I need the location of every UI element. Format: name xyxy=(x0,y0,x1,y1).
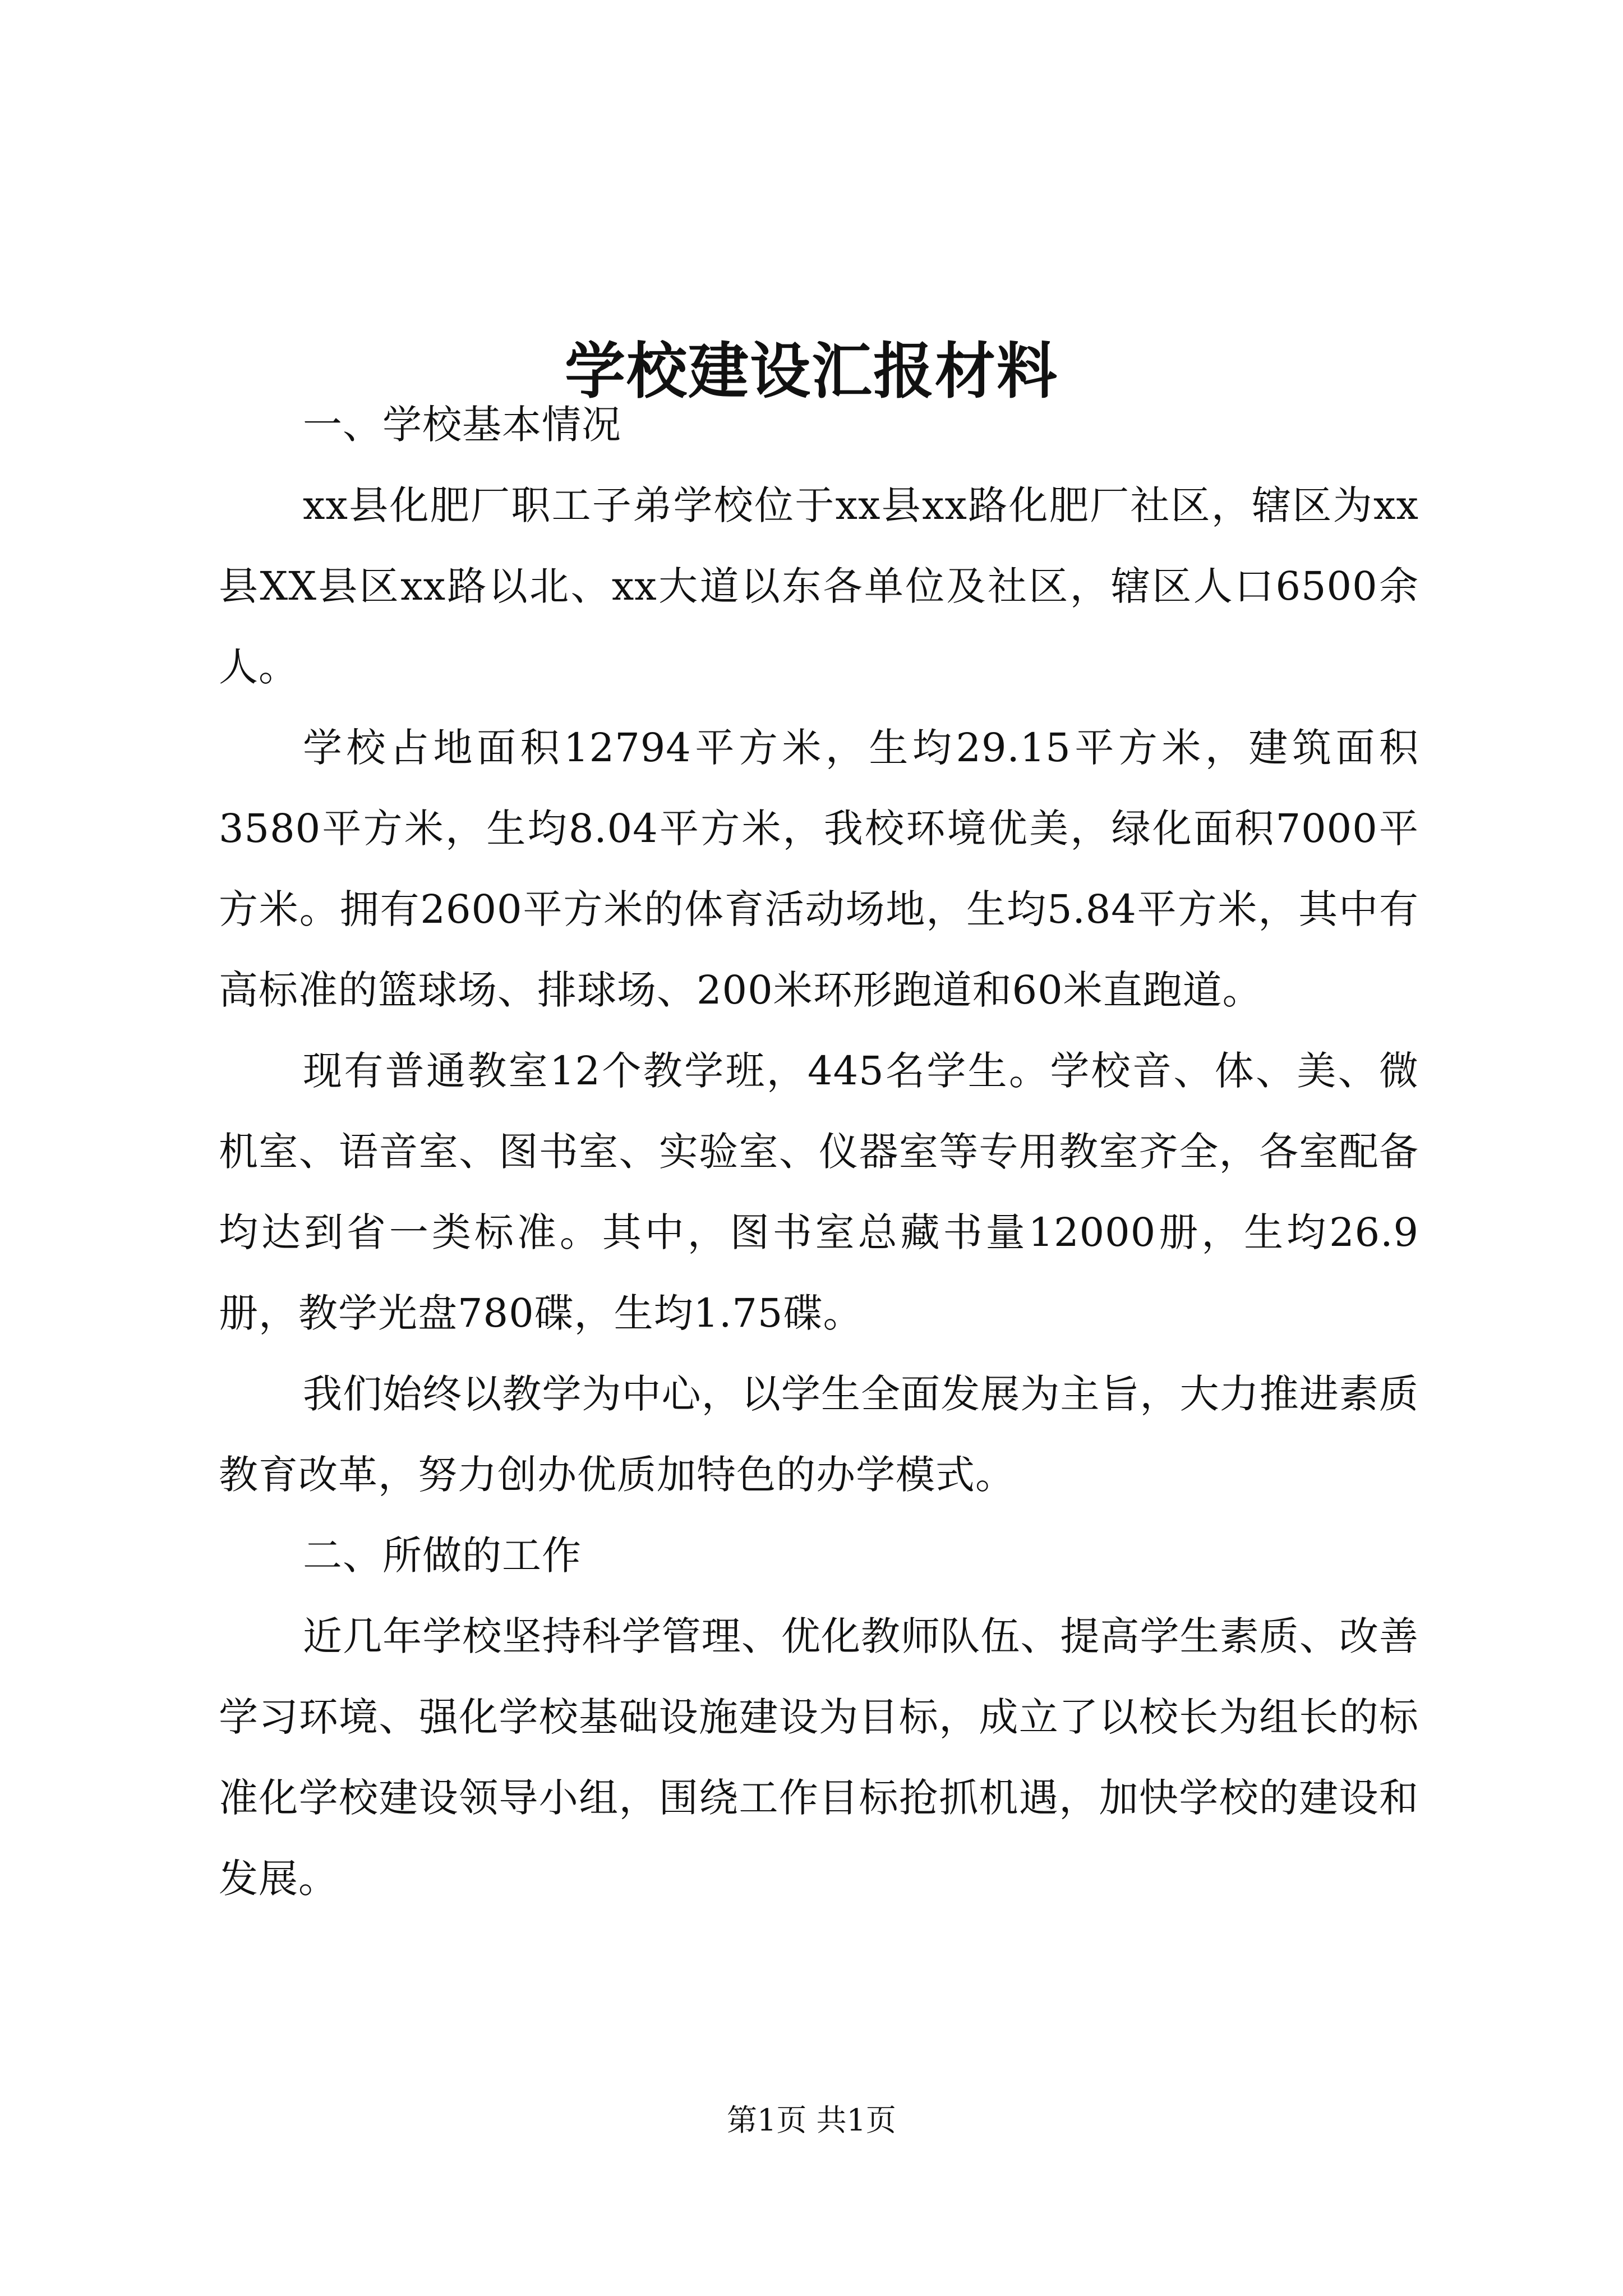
document-title: 学校建设汇报材料 xyxy=(564,336,1058,407)
section-heading-work: 二、所做的工作 xyxy=(303,1533,582,1579)
paragraph-area: 学校占地面积12794平方米，生均29.15平方米，建筑面积3580平方米，生均8.04平方米，我校环境优美，绿化面积7000平方米。拥有2600平方米的体育活动场地，生均5.84平方米，其中有高标准的篮球场、排球场、200米环形跑道和60米直跑道。 xyxy=(219,725,1419,1013)
paragraph-classrooms: 现有普通教室12个教学班，445名学生。学校音、体、美、微机室、语音室、图书室、实验室、仪器室等专用教室齐全，各室配备均达到省一类标准。其中，图书室总藏书量12000册，生均26.9册，教学光盘780碟，生均1.75碟。 xyxy=(219,1048,1419,1336)
paragraph-location: xx县化肥厂职工子弟学校位于xx县xx路化肥厂社区，辖区为xx县XX县区xx路以北、xx大道以东各单位及社区，辖区人口6500余人。 xyxy=(219,482,1419,690)
paragraph-work: 近几年学校坚持科学管理、优化教师队伍、提高学生素质、改善学习环境、强化学校基础设施建设为目标，成立了以校长为组长的标准化学校建设领导小组，围绕工作目标抢抓机遇，加快学校的建设和发展。 xyxy=(219,1613,1419,1902)
document-body xyxy=(219,384,1419,1919)
paragraph-mission: 我们始终以教学为中心，以学生全面发展为主旨，大力推进素质教育改革，努力创办优质加特色的办学模式。 xyxy=(219,1371,1419,1498)
page-footer: 第1页 共1页 xyxy=(727,2102,896,2138)
section-heading-basic-info: 一、学校基本情况 xyxy=(303,402,621,448)
